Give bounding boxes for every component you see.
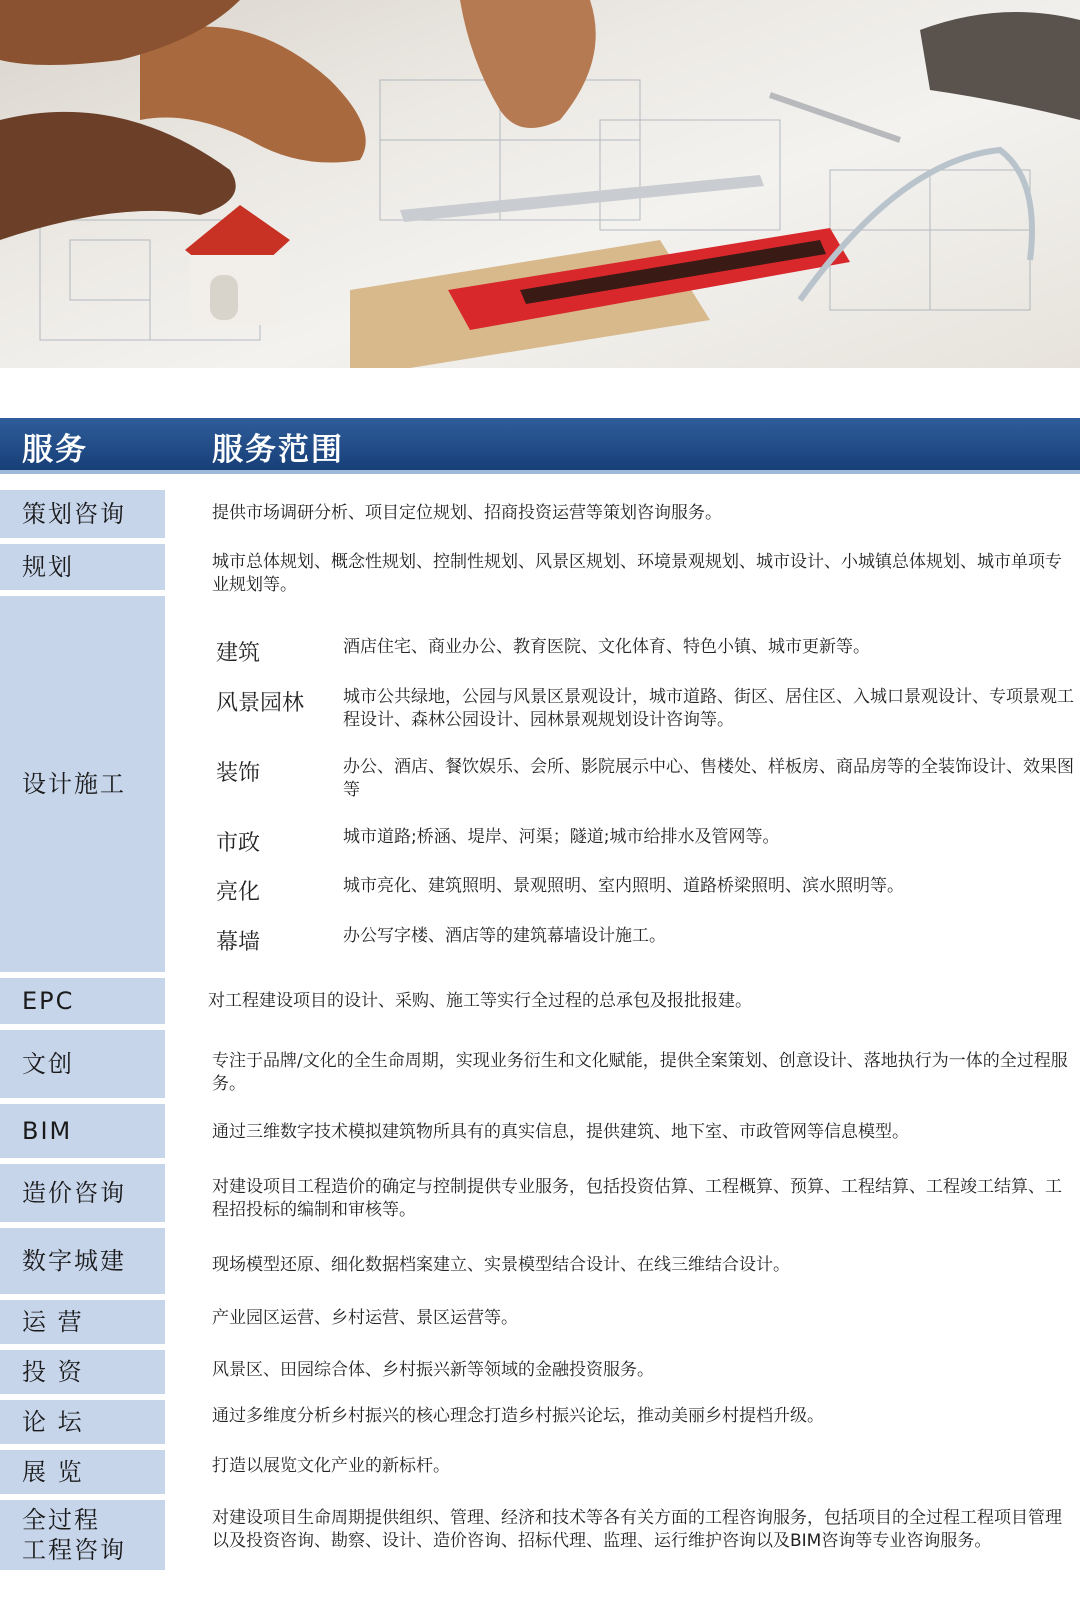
sub-label-curtain-wall: 幕墙 bbox=[216, 930, 261, 955]
sub-label-lighting: 亮化 bbox=[216, 880, 261, 905]
sub-label-architecture: 建筑 bbox=[216, 641, 261, 666]
sub-desc-lighting: 城市亮化、建筑照明、景观照明、室内照明、道路桥梁照明、滨水照明等。 bbox=[343, 876, 904, 896]
row-label-operation: 运 营 bbox=[0, 1300, 165, 1344]
sub-label-decoration: 装饰 bbox=[216, 761, 261, 786]
row-label-design-construction: 设计施工 bbox=[0, 596, 165, 972]
sub-desc-landscape: 城市公共绿地，公园与风景区景观设计，城市道路、街区、居住区、入城口景观设计、专项景观工程设计、森林公园设计、园林景观规划设计咨询等。 bbox=[343, 687, 1074, 730]
table-header bbox=[0, 418, 1080, 474]
sub-desc-architecture: 酒店住宅、商业办公、教育医院、文化体育、特色小镇、城市更新等。 bbox=[343, 637, 870, 657]
row-desc-forum: 通过多维度分析乡村振兴的核心理念打造乡村振兴论坛，推动美丽乡村提档升级。 bbox=[212, 1406, 824, 1426]
pen bbox=[770, 95, 900, 140]
row-label-forum: 论 坛 bbox=[0, 1400, 165, 1444]
row-label-planning-consulting: 策划咨询 bbox=[0, 490, 165, 538]
row-desc-bim: 通过三维数字技术模拟建筑物所具有的真实信息，提供建筑、地下室、市政管网等信息模型。 bbox=[212, 1122, 909, 1142]
row-desc-epc: 对工程建设项目的设计、采购、施工等实行全过程的总承包及报批报建。 bbox=[208, 991, 752, 1011]
row-label-cultural-creative: 文创 bbox=[0, 1030, 165, 1098]
row-desc-whole-process-consulting: 对建设项目生命周期提供组织、管理、经济和技术等各有关方面的工程咨询服务，包括项目的全过程工程项目管理以及投资咨询、勘察、设计、造价咨询、招标代理、监理、运行维护咨询以及BIM咨询等专业咨询服务。 bbox=[212, 1508, 1062, 1551]
row-desc-investment: 风景区、田园综合体、乡村振兴新等领域的金融投资服务。 bbox=[212, 1360, 654, 1380]
row-label-epc: EPC bbox=[0, 978, 165, 1024]
hand-right bbox=[460, 0, 596, 128]
row-desc-planning-consulting: 提供市场调研分析、项目定位规划、招商投资运营等策划咨询服务。 bbox=[212, 503, 722, 523]
blueprint-illustration bbox=[0, 0, 1080, 368]
row-label-investment: 投 资 bbox=[0, 1350, 165, 1394]
hero-photo bbox=[0, 0, 1080, 368]
glasses bbox=[800, 150, 1032, 300]
sub-desc-municipal: 城市道路;桥涵、堤岸、河渠；隧道;城市给排水及管网等。 bbox=[343, 827, 780, 847]
hand-left bbox=[0, 112, 236, 240]
sub-desc-curtain-wall: 办公写字楼、酒店等的建筑幕墙设计施工。 bbox=[343, 926, 666, 946]
row-label-exhibition: 展 览 bbox=[0, 1450, 165, 1494]
header-service-scope: 服务范围 bbox=[212, 432, 344, 468]
row-desc-planning: 城市总体规划、概念性规划、控制性规划、风景区规划、环境景观规划、城市设计、小城镇总体规划、城市单项专业规划等。 bbox=[212, 552, 1062, 595]
header-service: 服务 bbox=[22, 432, 88, 468]
sub-label-municipal: 市政 bbox=[216, 831, 261, 856]
row-desc-cultural-creative: 专注于品牌/文化的全生命周期，实现业务衍生和文化赋能，提供全案策划、创意设计、落地执行为一体的全过程服务。 bbox=[212, 1051, 1068, 1094]
row-desc-cost-consulting: 对建设项目工程造价的确定与控制提供专业服务，包括投资估算、工程概算、预算、工程结算、工程竣工结算、工程招投标的编制和审核等。 bbox=[212, 1177, 1062, 1220]
row-label-digital-city: 数字城建 bbox=[0, 1228, 165, 1294]
row-desc-operation: 产业园区运营、乡村运营、景区运营等。 bbox=[212, 1308, 518, 1328]
sub-desc-decoration: 办公、酒店、餐饮娱乐、会所、影院展示中心、售楼处、样板房、商品房等的全装饰设计、效果图等 bbox=[343, 757, 1074, 800]
row-desc-digital-city: 现场模型还原、细化数据档案建立、实景模型结合设计、在线三维结合设计。 bbox=[212, 1255, 790, 1275]
row-label-whole-process-consulting: 全过程 工程咨询 bbox=[0, 1500, 165, 1570]
row-label-planning: 规划 bbox=[0, 544, 165, 590]
sub-label-landscape: 风景园林 bbox=[216, 691, 305, 716]
row-label-cost-consulting: 造价咨询 bbox=[0, 1164, 165, 1222]
caliper bbox=[400, 175, 764, 222]
row-desc-exhibition: 打造以展览文化产业的新标杆。 bbox=[212, 1456, 450, 1476]
row-label-bim: BIM bbox=[0, 1104, 165, 1158]
